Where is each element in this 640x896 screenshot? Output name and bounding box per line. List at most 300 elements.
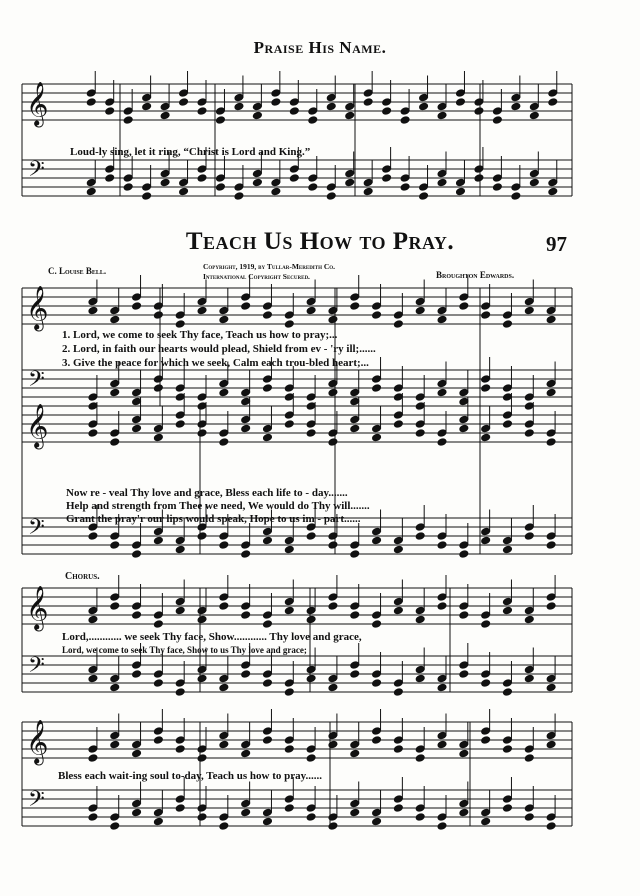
note-head — [219, 306, 229, 315]
note-head — [511, 192, 521, 201]
note-head — [88, 429, 98, 438]
note-head — [437, 532, 447, 541]
note-head — [160, 169, 170, 178]
note-head — [219, 602, 229, 611]
note-head — [481, 527, 491, 536]
note-head — [502, 420, 512, 429]
note-head — [546, 438, 556, 447]
note-head — [153, 527, 163, 536]
note-head — [524, 306, 534, 315]
note-head — [459, 388, 469, 397]
note-head — [393, 311, 403, 320]
composer-credit: Broughton Edwards. — [436, 270, 515, 280]
note-head — [153, 736, 163, 745]
note-head — [197, 665, 207, 674]
note-head — [363, 89, 373, 98]
note-head — [219, 674, 229, 683]
verse-1-cont: Now re - veal Thy love and grace, Bless each life to - day....... — [66, 487, 348, 499]
note-head — [284, 688, 294, 697]
note-head — [142, 102, 152, 111]
note-head — [252, 102, 262, 111]
note-head — [175, 795, 185, 804]
note-head — [241, 661, 251, 670]
note-head — [271, 187, 281, 196]
note-head — [363, 178, 373, 187]
note-head — [372, 424, 382, 433]
note-head — [345, 111, 355, 120]
note-head — [123, 174, 133, 183]
previous-hymn-lyric: Loud-ly sing, let it ring, “Christ is Lord and King.” — [70, 146, 311, 158]
note-head — [262, 670, 272, 679]
note-head — [153, 384, 163, 393]
note-head — [197, 813, 207, 822]
note-head — [400, 183, 410, 192]
note-head — [306, 745, 316, 754]
note-head — [350, 611, 360, 620]
note-head — [153, 311, 163, 320]
note-head — [393, 606, 403, 615]
note-head — [350, 602, 360, 611]
note-head — [511, 102, 521, 111]
note-head — [219, 315, 229, 324]
note-head — [350, 749, 360, 758]
note-head — [524, 615, 534, 624]
note-head — [175, 420, 185, 429]
note-head — [511, 93, 521, 102]
note-head — [437, 731, 447, 740]
note-head — [110, 813, 120, 822]
bass-clef: 𝄢 — [28, 366, 45, 397]
note-head — [88, 606, 98, 615]
note-head — [197, 165, 207, 174]
note-head — [219, 532, 229, 541]
note-head — [393, 679, 403, 688]
note-head — [474, 107, 484, 116]
note-head — [502, 384, 512, 393]
note-head — [524, 754, 534, 763]
note-head — [308, 183, 318, 192]
note-head — [437, 602, 447, 611]
note-head — [262, 679, 272, 688]
note-head — [372, 679, 382, 688]
note-head — [284, 411, 294, 420]
note-head — [481, 384, 491, 393]
note-head — [459, 799, 469, 808]
note-head — [502, 804, 512, 813]
note-head — [175, 320, 185, 329]
note-head — [393, 384, 403, 393]
note-head — [110, 822, 120, 831]
note-head — [86, 89, 96, 98]
note-head — [437, 178, 447, 187]
note-head — [88, 804, 98, 813]
note-head — [546, 822, 556, 831]
note-head — [197, 804, 207, 813]
note-head — [548, 89, 558, 98]
note-head — [419, 102, 429, 111]
note-head — [88, 754, 98, 763]
note-head — [437, 593, 447, 602]
note-head — [284, 545, 294, 554]
note-head — [459, 424, 469, 433]
note-head — [415, 523, 425, 532]
note-head — [88, 306, 98, 315]
note-head — [546, 593, 556, 602]
note-head — [175, 679, 185, 688]
note-head — [393, 393, 403, 402]
note-head — [328, 822, 338, 831]
note-head — [132, 808, 142, 817]
note-head — [400, 174, 410, 183]
note-head — [110, 683, 120, 692]
note-head — [241, 611, 251, 620]
note-head — [546, 315, 556, 324]
note-head — [241, 670, 251, 679]
note-head — [372, 736, 382, 745]
note-head — [481, 311, 491, 320]
note-head — [88, 402, 98, 411]
note-head — [88, 665, 98, 674]
note-head — [284, 795, 294, 804]
note-head — [241, 397, 251, 406]
note-head — [110, 674, 120, 683]
note-head — [328, 532, 338, 541]
note-head — [142, 183, 152, 192]
note-head — [400, 116, 410, 125]
note-head — [306, 665, 316, 674]
note-head — [328, 315, 338, 324]
note-head — [481, 727, 491, 736]
bass-clef: 𝄢 — [28, 786, 45, 817]
note-head — [132, 611, 142, 620]
note-head — [271, 98, 281, 107]
note-head — [284, 606, 294, 615]
note-head — [328, 388, 338, 397]
note-head — [459, 749, 469, 758]
note-head — [132, 799, 142, 808]
note-head — [306, 532, 316, 541]
note-head — [262, 817, 272, 826]
note-head — [350, 550, 360, 559]
note-head — [345, 169, 355, 178]
note-head — [179, 98, 189, 107]
note-head — [241, 302, 251, 311]
bass-clef: 𝄢 — [28, 652, 45, 683]
note-head — [219, 813, 229, 822]
note-head — [481, 433, 491, 442]
note-head — [372, 611, 382, 620]
note-head — [132, 670, 142, 679]
note-head — [271, 178, 281, 187]
note-head — [284, 736, 294, 745]
note-head — [437, 429, 447, 438]
note-head — [234, 192, 244, 201]
previous-hymn-title: Praise His Name. — [253, 38, 387, 57]
note-head — [382, 98, 392, 107]
note-head — [175, 393, 185, 402]
note-head — [437, 740, 447, 749]
note-head — [481, 670, 491, 679]
note-head — [382, 174, 392, 183]
note-head — [132, 302, 142, 311]
note-head — [492, 183, 502, 192]
note-head — [153, 620, 163, 629]
note-head — [382, 107, 392, 116]
note-head — [153, 302, 163, 311]
note-head — [419, 183, 429, 192]
note-head — [284, 679, 294, 688]
note-head — [271, 89, 281, 98]
note-head — [306, 754, 316, 763]
note-head — [241, 602, 251, 611]
note-head — [132, 550, 142, 559]
note-head — [219, 429, 229, 438]
note-head — [284, 320, 294, 329]
note-head — [350, 740, 360, 749]
note-head — [372, 727, 382, 736]
bass-clef: 𝄢 — [28, 514, 45, 545]
note-head — [350, 670, 360, 679]
note-head — [546, 541, 556, 550]
note-head — [350, 397, 360, 406]
note-head — [110, 541, 120, 550]
note-head — [215, 107, 225, 116]
note-head — [415, 297, 425, 306]
note-head — [511, 183, 521, 192]
note-head — [437, 822, 447, 831]
note-head — [326, 192, 336, 201]
note-head — [132, 293, 142, 302]
note-head — [529, 178, 539, 187]
hymn-title: Teach Us How to Pray. — [185, 228, 455, 255]
note-head — [262, 536, 272, 545]
note-head — [459, 661, 469, 670]
note-head — [197, 306, 207, 315]
note-head — [262, 620, 272, 629]
note-head — [363, 98, 373, 107]
note-head — [175, 411, 185, 420]
note-head — [197, 107, 207, 116]
note-head — [415, 606, 425, 615]
note-head — [153, 808, 163, 817]
note-head — [459, 602, 469, 611]
note-head — [105, 107, 115, 116]
note-head — [306, 297, 316, 306]
note-head — [415, 674, 425, 683]
note-head — [502, 320, 512, 329]
note-head — [502, 606, 512, 615]
note-head — [284, 384, 294, 393]
note-head — [415, 402, 425, 411]
note-head — [86, 178, 96, 187]
note-head — [524, 606, 534, 615]
note-head — [546, 674, 556, 683]
note-head — [262, 424, 272, 433]
note-head — [105, 174, 115, 183]
note-head — [393, 745, 403, 754]
note-head — [219, 822, 229, 831]
note-head — [197, 606, 207, 615]
note-head — [437, 683, 447, 692]
note-head — [350, 661, 360, 670]
note-head — [123, 183, 133, 192]
note-head — [437, 169, 447, 178]
note-head — [153, 433, 163, 442]
note-head — [481, 375, 491, 384]
note-head — [437, 315, 447, 324]
note-head — [524, 665, 534, 674]
verse-1: 1. Lord, we come to seek Thy face, Teach us how to pray;... — [62, 329, 338, 341]
note-head — [481, 736, 491, 745]
note-head — [179, 89, 189, 98]
note-head — [88, 393, 98, 402]
treble-clef: 𝄞 — [26, 285, 49, 330]
note-head — [502, 736, 512, 745]
note-head — [524, 393, 534, 402]
note-head — [215, 116, 225, 125]
note-head — [306, 393, 316, 402]
note-head — [546, 602, 556, 611]
note-head — [110, 740, 120, 749]
note-head — [241, 799, 251, 808]
note-head — [459, 293, 469, 302]
note-head — [350, 799, 360, 808]
note-head — [262, 302, 272, 311]
note-head — [481, 302, 491, 311]
note-head — [502, 545, 512, 554]
note-head — [328, 593, 338, 602]
note-head — [132, 740, 142, 749]
note-head — [219, 731, 229, 740]
note-head — [328, 731, 338, 740]
note-head — [415, 665, 425, 674]
note-head — [175, 804, 185, 813]
note-head — [175, 597, 185, 606]
note-head — [153, 817, 163, 826]
note-head — [197, 745, 207, 754]
note-head — [241, 424, 251, 433]
note-head — [459, 550, 469, 559]
note-head — [529, 169, 539, 178]
note-head — [524, 523, 534, 532]
note-head — [350, 424, 360, 433]
note-head — [474, 174, 484, 183]
note-head — [502, 745, 512, 754]
note-head — [546, 379, 556, 388]
note-head — [153, 727, 163, 736]
note-head — [175, 688, 185, 697]
note-head — [481, 620, 491, 629]
note-head — [415, 532, 425, 541]
note-head — [350, 808, 360, 817]
note-head — [393, 804, 403, 813]
chorus-line-1: Lord,............ we seek Thy face, Show............ Thy love and grace, — [62, 631, 362, 643]
treble-clef: 𝄞 — [26, 585, 49, 630]
note-head — [160, 111, 170, 120]
note-head — [132, 661, 142, 670]
note-head — [252, 169, 262, 178]
note-head — [234, 102, 244, 111]
note-head — [219, 379, 229, 388]
note-head — [481, 817, 491, 826]
note-head — [350, 302, 360, 311]
note-head — [546, 429, 556, 438]
note-head — [502, 311, 512, 320]
note-head — [328, 683, 338, 692]
note-head — [197, 532, 207, 541]
note-head — [474, 165, 484, 174]
note-head — [175, 745, 185, 754]
note-head — [219, 388, 229, 397]
note-head — [459, 740, 469, 749]
note-head — [289, 107, 299, 116]
note-head — [88, 813, 98, 822]
note-head — [219, 593, 229, 602]
note-head — [481, 536, 491, 545]
note-head — [153, 375, 163, 384]
bass-clef: 𝄢 — [28, 156, 45, 187]
note-head — [219, 438, 229, 447]
note-head — [175, 606, 185, 615]
note-head — [86, 187, 96, 196]
author-credit: C. Louise Bell. — [48, 266, 107, 276]
note-head — [502, 597, 512, 606]
note-head — [459, 808, 469, 817]
note-head — [400, 107, 410, 116]
note-head — [197, 174, 207, 183]
note-head — [241, 550, 251, 559]
note-head — [110, 388, 120, 397]
note-head — [474, 98, 484, 107]
note-head — [415, 306, 425, 315]
note-head — [459, 302, 469, 311]
verse-2: 2. Lord, in faith our hearts would plead, Shield from ev - 'ry ill;...... — [62, 343, 376, 355]
note-head — [350, 388, 360, 397]
note-head — [197, 420, 207, 429]
note-head — [132, 415, 142, 424]
note-head — [308, 174, 318, 183]
note-head — [308, 116, 318, 125]
copyright-line-2: International Copyright Secured. — [203, 272, 310, 281]
note-head — [524, 420, 534, 429]
note-head — [105, 165, 115, 174]
note-head — [262, 736, 272, 745]
note-head — [88, 745, 98, 754]
note-head — [415, 420, 425, 429]
note-head — [110, 593, 120, 602]
note-head — [241, 749, 251, 758]
note-head — [350, 415, 360, 424]
note-head — [363, 187, 373, 196]
note-head — [284, 745, 294, 754]
note-head — [492, 116, 502, 125]
note-head — [241, 415, 251, 424]
note-head — [197, 674, 207, 683]
note-head — [110, 532, 120, 541]
note-head — [306, 306, 316, 315]
note-head — [105, 98, 115, 107]
note-head — [524, 532, 534, 541]
note-head — [502, 795, 512, 804]
note-head — [86, 98, 96, 107]
note-head — [459, 415, 469, 424]
note-head — [284, 804, 294, 813]
note-head — [110, 438, 120, 447]
note-head — [415, 429, 425, 438]
note-head — [306, 429, 316, 438]
note-head — [328, 813, 338, 822]
note-head — [306, 674, 316, 683]
